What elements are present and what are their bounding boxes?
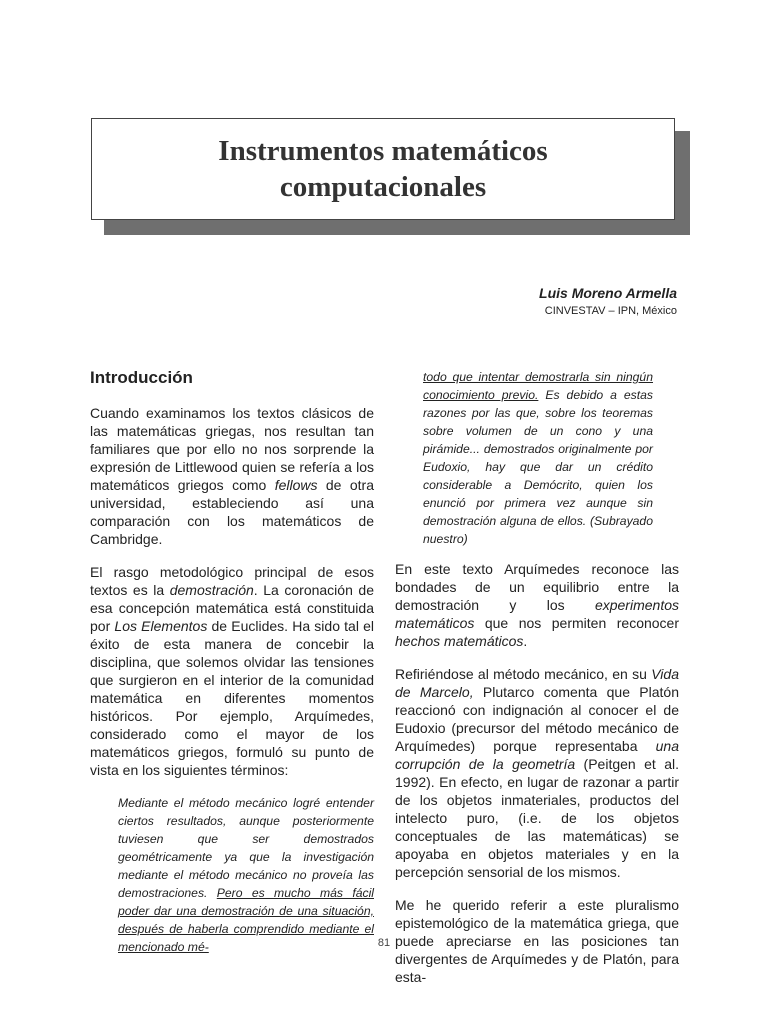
- paragraph: Cuando examinamos los textos clásicos de las matemáticas griegas, nos resultan tan familiares que por ello no nos sorprende la expresión de Littlewood quien se refería a los matemáticos griegos como fellows de otra universidad, estableciendo así una comparación con los matemáticos de Cambridge.: [90, 405, 374, 547]
- page-number: 81: [377, 937, 391, 949]
- section-heading: Introducción: [90, 368, 193, 387]
- block-quote-continued: todo que intentar demostrarla sin ningún conocimiento previo. Es debido a estas razones por las que, sobre los teoremas sobre volumen de un cono y una pirámide... demostrados originalmente por Eudoxio, hay que dar un crédito considerable a Demócrito, quien los enunció por primera vez aunque sin demostración alguna de ellos. (Subrayado nuestro): [423, 370, 653, 546]
- title-line-1: Instrumentos matemáticos: [218, 135, 548, 167]
- block-quote: Mediante el método mecánico logré entender ciertos resultados, aunque posteriormente tuviesen que ser demostrados geométricamente ya que la investigación mediante el método mecánico no proveía las demostraciones. Pero es mucho más fácil poder dar una demostración de una situación, después de haberla comprendido mediante el mencionado mé-: [118, 796, 374, 954]
- left-column: [90, 368, 374, 968]
- paragraph: En este texto Arquímedes reconoce las bondades de un equilibrio entre la demostración y los experimentos matemáticos que nos permiten reconocer hechos matemáticos.: [395, 561, 679, 649]
- paragraph: El rasgo metodológico principal de esos textos es la demostración. La coronación de esa concepción matemática está constituida por Los Elementos de Euclides. Ha sido tal el éxito de esta manera de concebir la disciplina, que solemos olvidar las tensiones que surgieron en el interior de la comunidad matemática en diferentes momentos históricos. Por ejemplo, Arquímedes, considerado como el mayor de los matemáticos griegos, formuló su punto de vista en los siguientes términos:: [90, 564, 375, 778]
- author-name: Luis Moreno Armella: [539, 285, 677, 301]
- title-box: [91, 118, 675, 220]
- right-column: [395, 368, 679, 1001]
- paragraph: Me he querido referir a este pluralismo epistemológico de la matemática griega, que puede apreciarse en las posiciones tan divergentes de Arquímedes y de Platón, para esta-: [395, 897, 679, 985]
- author-affiliation: CINVESTAV – IPN, México: [544, 305, 677, 317]
- title-line-2: computacionales: [279, 171, 487, 203]
- paragraph: Refiriéndose al método mecánico, en su Vida de Marcelo, Plutarco comenta que Platón reaccionó con indignación al conocer el de Eudoxio (precursor del método mecánico de Arquímedes) porque representaba una corrupción de la geometría (Peitgen et al. 1992). En efecto, en lugar de razonar a partir de los objetos inmateriales, productos del intelecto puro, (i.e. de los objetos conceptuales de las matemáticas) se apoyaba en objetos materiales y en la percepción sensorial de los mismos.: [395, 666, 679, 880]
